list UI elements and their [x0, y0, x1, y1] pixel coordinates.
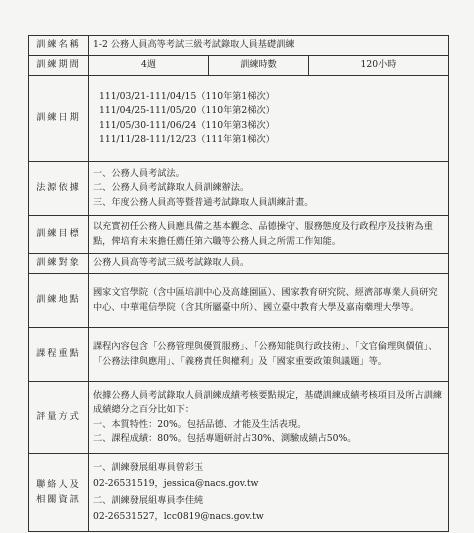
date-item: 111/03/21-111/04/15（110年第1梯次） [99, 91, 275, 102]
row-legal [29, 162, 449, 216]
date-item: 111/05/30-111/06/24（110年第3梯次） [99, 119, 275, 131]
target-label: 訓練對象 [29, 254, 89, 274]
row-target [29, 254, 449, 274]
contact-label [29, 454, 89, 532]
row-evaluation [29, 382, 449, 454]
contact-label-line: 聯絡人及 [36, 479, 81, 491]
date-item: 111/11/28-111/12/23（111年第1梯次） [99, 133, 275, 145]
legal-item: 三、年度公務人員高等暨普通考試錄取人員訓練計畫。 [93, 196, 314, 208]
location-label: 訓練地點 [29, 274, 89, 328]
evaluation-item: 二、課程成績：80%。包括專題研討占30%、測驗成績占50%。 [93, 432, 357, 444]
legal-item: 一、公務人員考試法。 [93, 168, 185, 180]
row-location [29, 274, 449, 328]
dates-label: 訓練日期 [29, 76, 89, 162]
contact-value [89, 454, 449, 532]
legal-label: 法源依據 [29, 162, 89, 216]
row-course [29, 36, 449, 56]
row-contact [29, 454, 449, 532]
row-dates [29, 76, 449, 162]
row-period [29, 56, 449, 76]
training-info-table [28, 35, 449, 532]
evaluation-item: 一、本質特性：20%。包括品德、才能及生活表現。 [93, 418, 307, 430]
contact-phone-email: 02-26531519，jessica@nacs.gov.tw [93, 478, 259, 490]
goals-value: 以充實初任公務人員應具備之基本觀念、品德操守、服務態度及行政程序及技術為重點，俾培育未來擔任薦任第六職等公務人員之所需工作知能。 [89, 216, 449, 254]
period-label: 訓練期間 [29, 56, 89, 76]
row-goals [29, 216, 449, 254]
contact-person: 一、訓練發展組專員曾彩玉 [93, 462, 204, 474]
contact-person: 二、訓練發展組專員李佳純 [93, 494, 204, 506]
evaluation-label: 評量方式 [29, 382, 89, 454]
date-item: 111/04/25-111/05/20（110年第2梯次） [99, 105, 275, 117]
evaluation-value [89, 382, 449, 454]
course-label: 訓練名稱 [29, 36, 89, 56]
goals-label: 訓練目標 [29, 216, 89, 254]
hours-label: 訓練時數 [209, 56, 309, 76]
contact-phone-email: 02-26531527，lcc0819@nacs.gov.tw [93, 510, 264, 522]
period-weeks: 4週 [89, 56, 209, 76]
focus-label: 課程重點 [29, 328, 89, 382]
legal-value [89, 162, 449, 216]
target-value: 公務人員高等考試三級考試錄取人員。 [89, 254, 449, 274]
legal-item: 二、公務人員考試錄取人員訓練辦法。 [93, 182, 250, 194]
dates-value [89, 76, 449, 162]
course-value: 1-2 公務人員高等考試三級考試錄取人員基礎訓練 [89, 36, 449, 56]
evaluation-intro: 依據公務人員考試錄取人員訓練成績考核要點規定，基礎訓練成績考核項目及所占訓練成績總分之百分比如下： [93, 390, 443, 416]
location-value: 國家文官學院（含中區培訓中心及高雄園區）、國家教育研究院、經濟部專業人員研究中心、中華電信學院（含其所屬臺中所）、國立臺中教育大學及嘉南藥理大學等。 [89, 274, 449, 328]
contact-label-line: 相關資訊 [36, 493, 81, 505]
row-focus [29, 328, 449, 382]
focus-value: 課程內容包含「公務管理與優質服務」、「公務知能與行政技術」、「文官倫理與價值」、「公務法律與應用」、「義務責任與權利」及「國家重要政策與議題」等。 [89, 328, 449, 382]
hours-value: 120小時 [309, 56, 449, 76]
